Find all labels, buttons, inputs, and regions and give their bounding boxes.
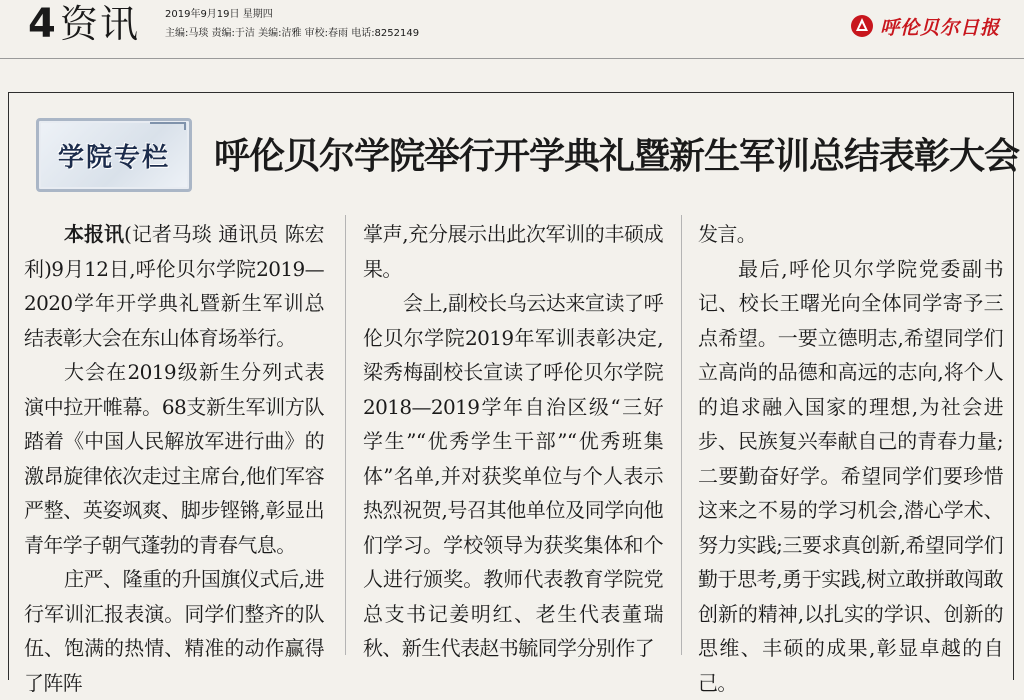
issue-date: 2019年9月19日 星期四 bbox=[165, 9, 273, 21]
column-badge bbox=[36, 118, 192, 192]
section-title: 资讯 bbox=[60, 2, 140, 46]
article-column-3 bbox=[698, 217, 1003, 700]
page-masthead bbox=[0, 0, 1024, 58]
article-paragraph: 最后,呼伦贝尔学院党委副书记、校长王曙光向全体同学寄予三点希望。一要立德明志,希望同学们立高尚的品德和高远的志向,将个人的追求融入国家的理想,为社会进步、民族复兴奉献自己的青春力量;二要勤奋好学。希望同学们要珍惜这来之不易的学习机会,潜心学术、努力实践;三要求真创新,希望同学们勤于思考,勇于实践,树立敢拼敢闯敢创新的精神,以扎实的学识、创新的思维、丰硕的成果,彰显卓越的自己。 bbox=[698, 252, 1003, 700]
red-flame-logo-icon bbox=[850, 14, 874, 38]
article-paragraph-continued: 掌声,充分展示出此次军训的丰硕成果。 bbox=[363, 217, 663, 286]
article-column-2 bbox=[363, 217, 663, 666]
page-number: 4 bbox=[28, 2, 56, 46]
article-paragraph-continued: 发言。 bbox=[698, 217, 1003, 252]
column-badge-label: 学院专栏 bbox=[36, 118, 192, 192]
article-headline: 呼伦贝尔学院举行开学典礼暨新生军训总结表彰大会 bbox=[214, 134, 1019, 178]
paragraph-text: 9月12日,呼伦贝尔学院2019—2020学年开学典礼暨新生军训总结表彰大会在东山体育场举行。 bbox=[24, 257, 324, 350]
column-divider bbox=[681, 215, 682, 655]
byline-label: 本报讯 bbox=[64, 222, 124, 246]
byline: (记者马琰 通讯员 陈宏利) bbox=[24, 222, 324, 281]
editorial-staff-line: 主编:马琰 责编:于洁 美编:洁雅 审校:春雨 电话:8252149 bbox=[165, 28, 419, 40]
newspaper-name: 呼伦贝尔日报 bbox=[880, 13, 1000, 40]
article-column-1 bbox=[24, 217, 324, 700]
article-paragraph: 大会在2019级新生分列式表演中拉开帷幕。68支新生军训方队踏着《中国人民解放军进行曲》的激昂旋律依次走过主席台,他们军容严整、英姿飒爽、脚步铿锵,彰显出青年学子朝气蓬勃的青春气息。 bbox=[24, 355, 324, 562]
article-paragraph: 庄严、隆重的升国旗仪式后,进行军训汇报表演。同学们整齐的队伍、饱满的热情、精准的动作赢得了阵阵 bbox=[24, 562, 324, 700]
article-paragraph bbox=[24, 217, 324, 355]
column-divider bbox=[345, 215, 346, 655]
newspaper-brand bbox=[850, 12, 1000, 40]
article-paragraph: 会上,副校长乌云达来宣读了呼伦贝尔学院2019年军训表彰决定,梁秀梅副校长宣读了呼伦贝尔学院2018—2019学年自治区级“三好学生”“优秀学生干部”“优秀班集体”名单,并对获奖单位与个人表示热烈祝贺,号召其他单位及同学向他们学习。学校领导为获奖集体和个人进行颁奖。教师代表教育学院党总支书记姜明红、老生代表董瑞秋、新生代表赵书毓同学分别作了 bbox=[363, 286, 663, 666]
masthead-divider bbox=[0, 58, 1024, 59]
